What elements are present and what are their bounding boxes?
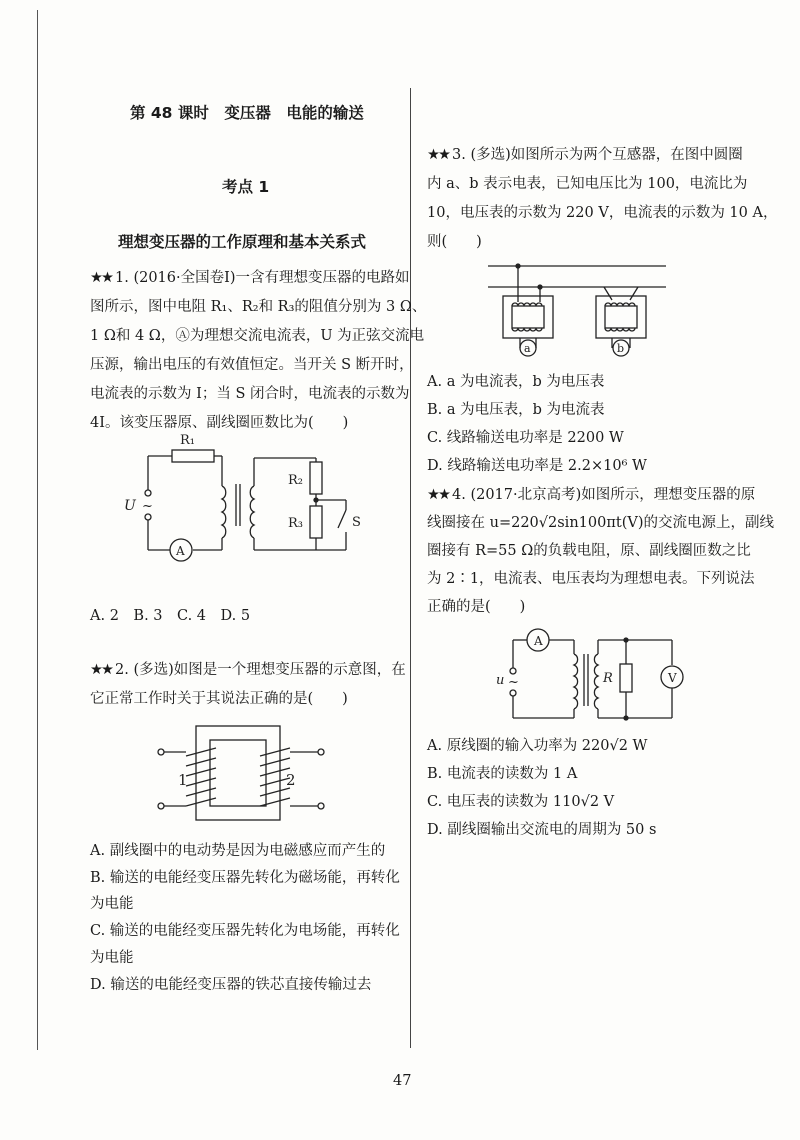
q2-option-c-cont: 为电能 [90,950,134,966]
q2-label-coil-1: 1 [178,771,188,789]
q2-option-b-cont: 为电能 [90,896,134,912]
q4-line-3: 为 2∶1，电流表、电压表均为理想电表。下列说法 [427,571,755,587]
topic-heading: 考点 1 [222,178,270,196]
q2-option-d: D. 输送的电能经变压器的铁芯直接传输过去 [90,977,372,993]
q1-line-3: 压源，输出电压的有效值恒定。当开关 S 断开时， [90,357,414,373]
q4-primary-coil [574,654,578,709]
q3-option-a: A. a 为电流表，b 为电压表 [427,374,605,390]
q3-line-2: 10，电压表的示数为 220 V，电流表的示数为 10 A， [427,205,778,221]
q4-line-4: 正确的是( ) [427,599,526,615]
q3-stars: ★★ [427,147,449,163]
q3-label-a: a [524,342,531,355]
q4-option-a: A. 原线圈的输入功率为 220√2 W [427,738,648,754]
q2-line-1: 它正常工作时关于其说法正确的是( ) [90,691,348,707]
q2-option-c: C. 输送的电能经变压器先转化为电场能，再转化 [90,923,400,939]
q1-label-r2: R₂ [288,473,303,488]
q4-label-u: u [496,673,505,688]
q2-line-0: ★★ 2. (多选)如图是一个理想变压器的示意图，在 [90,662,406,678]
q1-label-switch: S [352,515,361,530]
q1-line-1: 图所示，图中电阻 R₁、R₂和 R₃的阻值分别为 3 Ω、 [90,299,427,315]
q1-label-ammeter: A [176,544,185,558]
q1-label-u: U [124,498,136,514]
q1-line-5: 4I。该变压器原、副线圈匝数比为( ) [90,415,349,431]
q4-option-b: B. 电流表的读数为 1 A [427,766,578,782]
q3-option-c: C. 线路输送电功率是 2200 W [427,430,624,446]
q1-options: A. 2 B. 3 C. 4 D. 5 [90,608,251,624]
q4-option-d: D. 副线圈输出交流电的周期为 50 s [427,822,657,838]
q3-line-3: 则( ) [427,234,482,250]
q4-secondary-coil [594,654,598,709]
q4-line-0: ★★ 4. (2017·北京高考)如图所示，理想变压器的原 [427,487,756,503]
q2-label-coil-2: 2 [286,771,296,789]
q3-option-d: D. 线路输送电功率是 2.2×10⁶ W [427,458,647,474]
q3-option-b: B. a 为电压表，b 为电流表 [427,402,605,418]
page-number: 47 [393,1073,412,1089]
q4-option-c: C. 电压表的读数为 110√2 V [427,794,615,810]
q2-option-a: A. 副线圈中的电动势是因为电磁感应而产生的 [90,843,386,859]
q1-line-0: ★★ 1. (2016·全国卷Ⅰ)一含有理想变压器的电路如 [90,270,410,286]
q1-stars: ★★ [90,270,112,286]
q3-label-b: b [617,342,625,355]
topic-subheading: 理想变压器的工作原理和基本关系式 [118,233,367,251]
q1-label-tilde: ~ [142,499,153,514]
q2-option-b: B. 输送的电能经变压器先转化为磁场能，再转化 [90,870,400,886]
q4-label-tilde: ~ [508,675,519,690]
q4-line-2: 圈接有 R=55 Ω的负载电阻，原、副线圈匝数之比 [427,543,751,559]
q2-stars: ★★ [90,662,112,678]
lesson-title: 第 48 课时 变压器 电能的输送 [130,104,364,122]
q1-label-r3: R₃ [288,516,303,531]
q4-stars: ★★ [427,487,449,503]
q1-line-4: 电流表的示数为 I；当 S 闭合时，电流表的示数为 [90,386,410,402]
q4-label-r: R [603,671,613,686]
q4-label-ammeter: A [534,634,543,648]
q4-resistor-r [620,664,632,692]
q3-line-0: ★★ 3. (多选)如图所示为两个互感器，在图中圆圈 [427,147,743,163]
q1-line-2: 1 Ω和 4 Ω，Ⓐ为理想交流电流表，U 为正弦交流电 [90,328,425,344]
q1-label-r1: R₁ [180,433,195,448]
q4-label-voltmeter: V [668,671,677,685]
q4-line-1: 线圈接在 u=220√2sin100πt(V)的交流电源上，副线 [427,515,774,531]
q3-line-1: 内 a、b 表示电表，已知电压比为 100，电流比为 [427,176,748,192]
